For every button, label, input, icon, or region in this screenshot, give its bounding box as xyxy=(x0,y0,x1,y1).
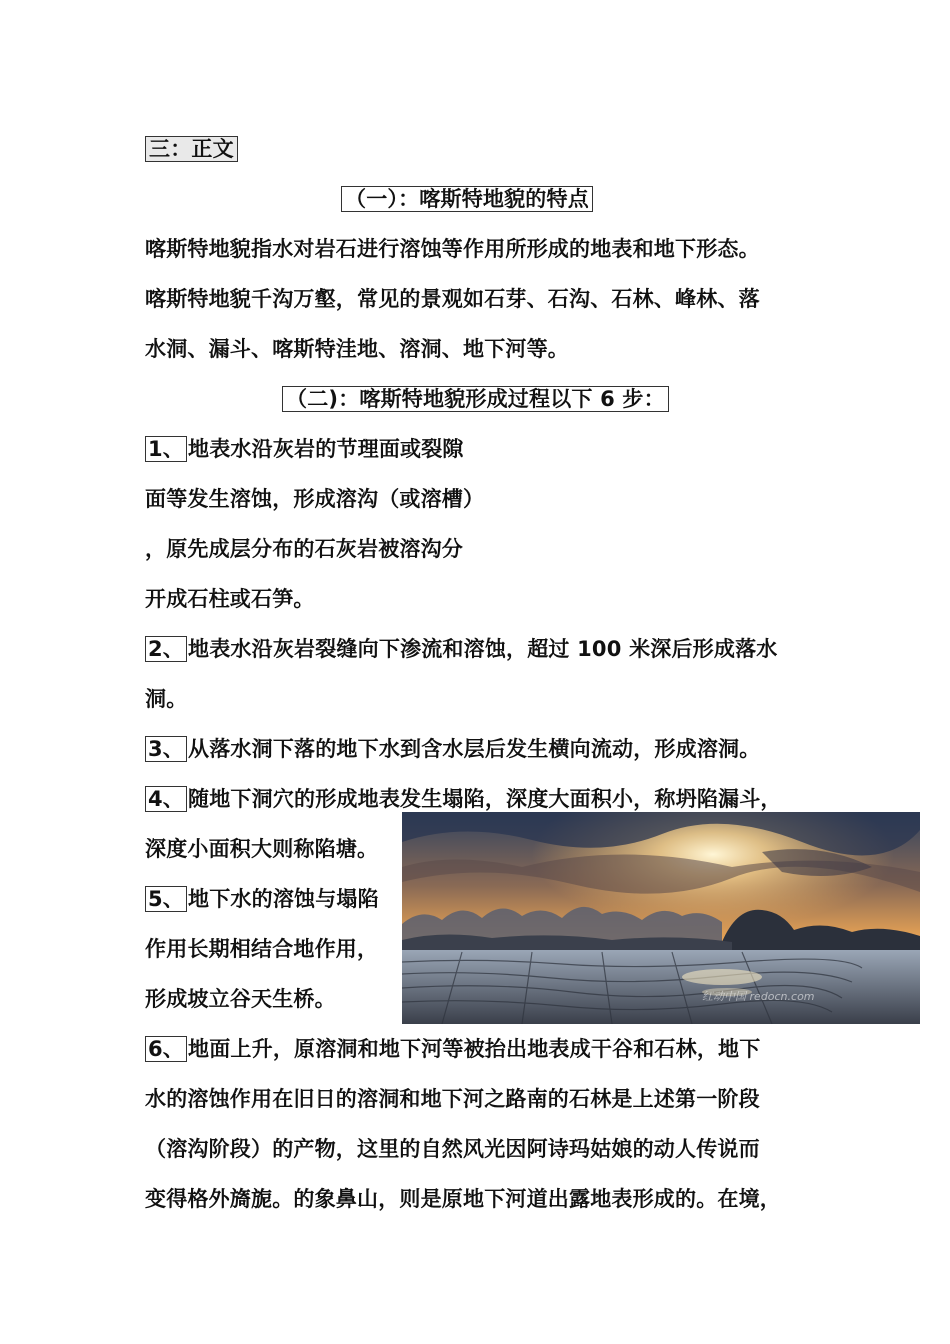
step-number: 1、 xyxy=(145,436,187,462)
step-line: 水的溶蚀作用在旧日的溶洞和地下河之路南的石林是上述第一阶段 xyxy=(145,1087,760,1111)
sub1-paragraph-line: 喀斯特地貌千沟万壑，常见的景观如石芽、石沟、石林、峰林、落 xyxy=(145,287,760,311)
step-line: ，原先成层分布的石灰岩被溶沟分 xyxy=(145,537,463,561)
sub1-heading-line xyxy=(341,184,593,214)
step-line: 变得格外旖旎。的象鼻山，则是原地下河道出露地表形成的。在境， xyxy=(145,1187,781,1211)
sub2-heading-line xyxy=(282,384,669,414)
sub1-heading: （一）：喀斯特地貌的特点 xyxy=(341,186,593,212)
step-number: 3、 xyxy=(145,736,187,762)
sub1-paragraph-line: 喀斯特地貌指水对岩石进行溶蚀等作用所形成的地表和地下形态。 xyxy=(145,237,760,261)
step-text: 地下水的溶蚀与塌陷 xyxy=(188,887,379,911)
photo-watermark: 红动中国 redocn.com xyxy=(702,990,815,1003)
step-line xyxy=(145,884,379,914)
step-line: 洞。 xyxy=(145,687,188,711)
step-number: 6、 xyxy=(145,1036,187,1062)
step-line: （溶沟阶段）的产物，这里的自然风光因阿诗玛姑娘的动人传说而 xyxy=(145,1137,760,1161)
step-number: 4、 xyxy=(145,786,187,812)
step-line: 作用长期相结合地作用， xyxy=(145,937,379,961)
step-line: 开成石柱或石笋。 xyxy=(145,587,315,611)
step-line: 深度小面积大则称陷塘。 xyxy=(145,837,379,861)
step-text: 地面上升，原溶洞和地下河等被抬出地表成干谷和石林，地下 xyxy=(188,1037,761,1061)
step-line xyxy=(145,1034,760,1064)
step-text: 地表水沿灰岩的节理面或裂隙 xyxy=(188,437,464,461)
step-text: 随地下洞穴的形成地表发生塌陷，深度大面积小，称坍陷漏斗， xyxy=(188,787,782,811)
step-line xyxy=(145,784,782,814)
section-heading-line xyxy=(145,134,238,164)
step-line: 面等发生溶蚀，形成溶沟（或溶槽） xyxy=(145,487,485,511)
step-line xyxy=(145,634,777,664)
section-heading: 三：正文 xyxy=(145,136,238,162)
step-text: 地表水沿灰岩裂缝向下渗流和溶蚀，超过 100 米深后形成落水 xyxy=(188,637,778,661)
step-number: 5、 xyxy=(145,886,187,912)
sub2-heading: （二)：喀斯特地貌形成过程以下 6 步： xyxy=(282,386,669,412)
step-line: 形成坡立谷天生桥。 xyxy=(145,987,336,1011)
karst-landscape-photo xyxy=(402,812,920,1024)
step-number: 2、 xyxy=(145,636,187,662)
sub1-paragraph-line: 水洞、漏斗、喀斯特洼地、溶洞、地下河等。 xyxy=(145,337,569,361)
step-line xyxy=(145,734,760,764)
step-line xyxy=(145,434,464,464)
step-text: 从落水洞下落的地下水到含水层后发生横向流动，形成溶洞。 xyxy=(188,737,761,761)
landscape-illustration xyxy=(402,812,920,1024)
